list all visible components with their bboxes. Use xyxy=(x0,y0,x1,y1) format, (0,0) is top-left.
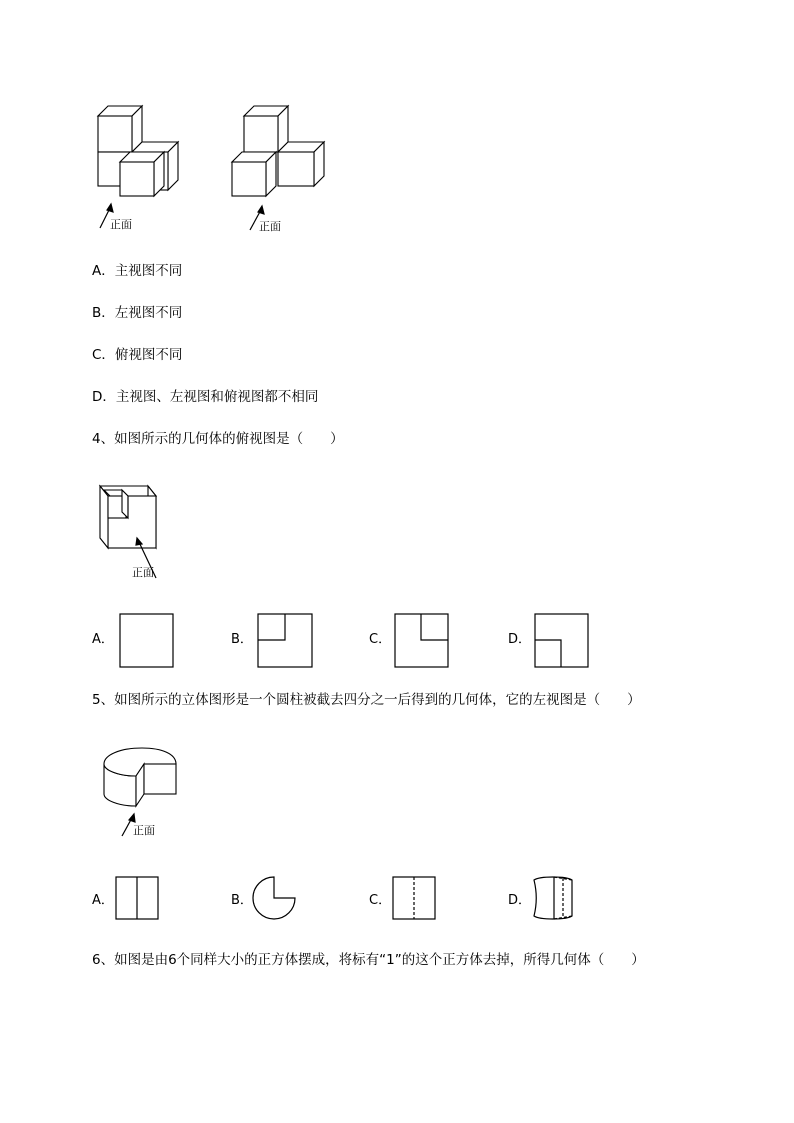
q5-option-d-figure xyxy=(530,874,580,924)
q5-option-c-figure xyxy=(392,876,438,922)
q3-option-b: B．左视图不同 xyxy=(92,305,183,321)
q4-option-d-figure xyxy=(534,613,590,669)
q4-option-b-figure xyxy=(257,613,315,669)
q4-option-d-letter: D． xyxy=(508,632,532,647)
q3-figure-left xyxy=(90,100,190,235)
q4-option-c-letter: C． xyxy=(369,632,392,647)
q4-figure xyxy=(90,478,170,583)
q3-front-label-2: 正面 xyxy=(259,220,281,233)
q4-option-c-figure xyxy=(394,613,450,669)
q6-stem: 6、如图是由6个同样大小的正方体摆成，将标有“1”的这个正方体去掉，所得几何体（ ） xyxy=(92,952,645,968)
q5-option-b-figure xyxy=(252,876,298,922)
q4-option-a-figure xyxy=(119,613,175,669)
q3-front-label-1: 正面 xyxy=(110,218,132,231)
q5-front-label: 正面 xyxy=(133,824,155,837)
q4-option-b-letter: B． xyxy=(231,632,253,647)
q4-option-a-letter: A． xyxy=(92,632,114,647)
q5-figure xyxy=(100,742,190,840)
q4-stem: 4、如图所示的几何体的俯视图是（ ） xyxy=(92,431,344,447)
q3-figure-right xyxy=(230,100,330,235)
q4-front-label: 正面 xyxy=(132,566,154,579)
q3-option-a: A．主视图不同 xyxy=(92,263,183,279)
q5-option-d-letter: D． xyxy=(508,893,532,908)
q5-option-a-figure xyxy=(115,876,161,922)
q5-option-c-letter: C． xyxy=(369,893,392,908)
q5-option-a-letter: A． xyxy=(92,893,114,908)
q5-stem: 5、如图所示的立体图形是一个圆柱被截去四分之一后得到的几何体，它的左视图是（ ） xyxy=(92,692,641,708)
q3-option-c: C．俯视图不同 xyxy=(92,347,183,363)
q3-option-d: D．主视图、左视图和俯视图都不相同 xyxy=(92,389,319,405)
q5-option-b-letter: B． xyxy=(231,893,253,908)
